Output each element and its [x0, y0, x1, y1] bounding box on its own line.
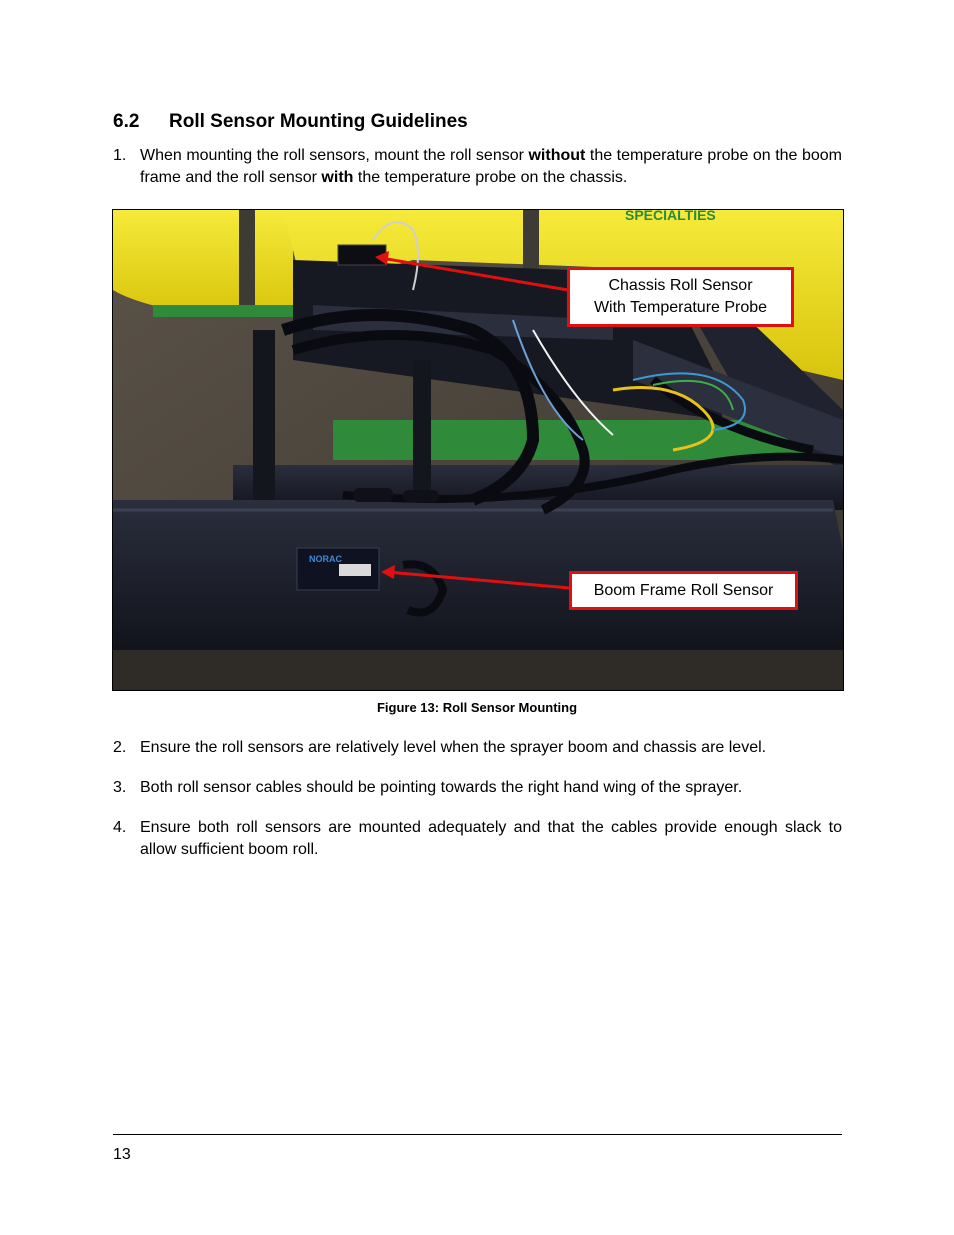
list-text: Ensure the roll sensors are relatively level when the sprayer boom and chassis are level. [140, 739, 767, 756]
photo-sign-text: SPECIALTIES [625, 210, 716, 223]
figure-caption: Figure 13: Roll Sensor Mounting [376, 700, 578, 715]
callout-boom-text: Boom Frame Roll Sensor [593, 582, 774, 599]
emphasis-with: with [321, 169, 354, 186]
list-number: 2. [113, 739, 127, 756]
list-text: Ensure both roll sensors are mounted adequately and that the cables provide enough slack to allow sufficient boom roll. [140, 819, 842, 858]
callout-chassis-line1: Chassis Roll Sensor [608, 277, 753, 294]
list-text: Both roll sensor cables should be pointing towards the right hand wing of the sprayer. [140, 779, 743, 796]
chassis-sensor-shape [338, 245, 386, 265]
section-title: Roll Sensor Mounting Guidelines [169, 111, 468, 132]
text-run: When mounting the roll sensors, mount the roll sensor [140, 147, 529, 164]
list-number: 1. [113, 147, 127, 164]
footer-divider [113, 1134, 842, 1135]
text-run: the temperature probe on the chassis. [353, 169, 628, 186]
list-number: 3. [113, 779, 127, 796]
list-text [140, 145, 842, 189]
list-item-3 [113, 777, 842, 799]
page-number: 13 [113, 1146, 131, 1163]
callout-chassis-roll-sensor [567, 267, 794, 327]
sensor-label: NORAC [309, 554, 342, 564]
callout-chassis-line2: With Temperature Probe [593, 299, 768, 316]
tank-left [113, 210, 293, 315]
figure-photo [112, 209, 844, 691]
list-item-2 [113, 737, 842, 759]
emphasis-without: without [528, 147, 586, 164]
list-item-1 [113, 145, 842, 189]
callout-boom-frame-roll-sensor [569, 571, 798, 610]
list-number: 4. [113, 819, 127, 836]
section-heading [113, 111, 468, 133]
list-item-4 [113, 817, 842, 861]
text-run: the temperature probe on the boom frame and the roll sensor [140, 147, 842, 186]
section-number: 6.2 [113, 111, 140, 132]
